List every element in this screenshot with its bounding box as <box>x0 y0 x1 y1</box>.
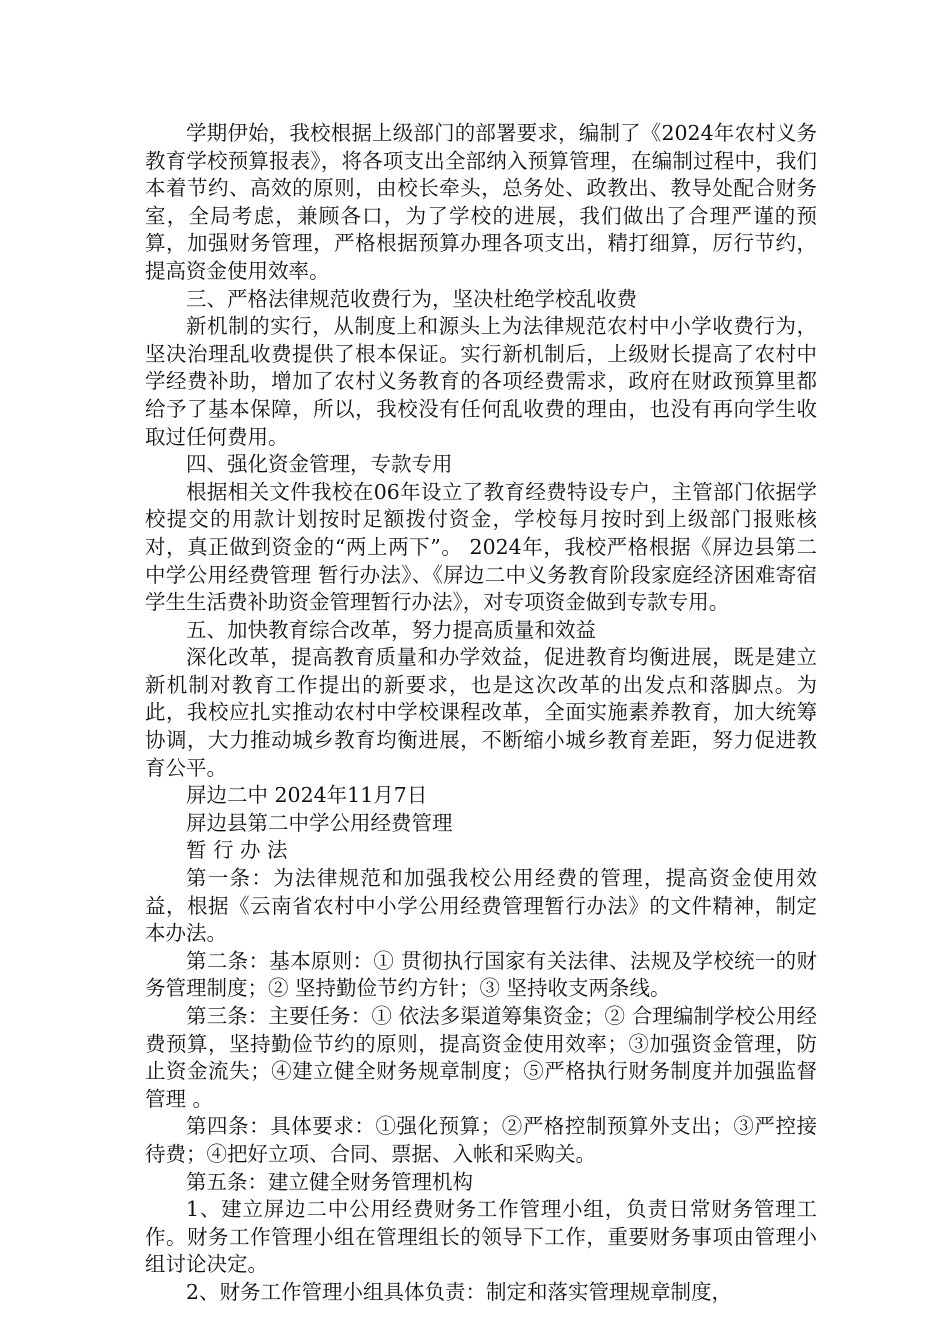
paragraph-budget: 学期伊始，我校根据上级部门的部署要求，编制了《2024年农村义务教育学校预算报表》，将各项支出全部纳入预算管理，在编制过程中，我们本着节约、高效的原则，由校长牵头，总务处、政教出、教导处配合财务室，全局考虑，兼顾各口，为了学校的进展，我们做出了合理严谨的预算，加强财务管理，严格根据预算办理各项支出，精打细算，厉行节约，提高资金使用效率。 <box>145 121 817 283</box>
paragraph-new-mechanism: 新机制的实行，从制度上和源头上为法律规范农村中小学收费行为，坚决治理乱收费提供了根本保证。实行新机制后，上级财长提高了农村中学经费补助，增加了农村义务教育的各项经费需求，政府在财政预算里都给予了基本保障，所以，我校没有任何乱收费的理由，也没有再向学生收取过任何费用。 <box>145 314 817 449</box>
article-4: 第四条：具体要求：①强化预算；②严格控制预算外支出；③严控接待费；④把好立项、合同、票据、入帐和采购关。 <box>145 1114 817 1166</box>
article-2: 第二条：基本原则：① 贯彻执行国家有关法律、法规及学校统一的财务管理制度；② 坚持勤俭节约方针；③ 坚持收支两条线。 <box>145 948 817 1001</box>
section-heading-4: 四、强化资金管理，专款专用 <box>186 452 453 477</box>
article-5-item-1: 1、建立屏边二中公用经费财务工作管理小组，负责日常财务管理工作。财务工作管理小组在管理组长的领导下工作，重要财务事项由管理小组讨论决定。 <box>145 1197 817 1277</box>
signature-date: 屏边二中 2024年11月7日 <box>186 783 428 808</box>
regulation-subtitle: 暂 行 办 法 <box>186 838 288 863</box>
article-5: 第五条：建立健全财务管理机构 <box>186 1169 473 1194</box>
paragraph-fund-account: 根据相关文件我校在06年设立了教育经费特设专户，主管部门依据学校提交的用款计划按时足额拨付资金，学校每月按时到上级部门报账核对，真正做到资金的“两上两下”。 2024年，我校严格根据《屏边县第二中学公用经费管理 暂行办法》、《屏边二中义务教育阶段家庭经济困难寄宿学生生活费补助资金管理暂行办法》，对专项资金做到专款专用。 <box>145 479 817 615</box>
section-heading-3: 三、严格法律规范收费行为，坚决杜绝学校乱收费 <box>186 286 637 311</box>
article-5-item-2: 2、财务工作管理小组具体负责：制定和落实管理规章制度， <box>186 1279 733 1304</box>
section-heading-5: 五、加快教育综合改革，努力提高质量和效益 <box>186 617 596 642</box>
document-body <box>145 120 817 1307</box>
article-3: 第三条：主要任务：① 依法多渠道筹集资金；② 合理编制学校公用经费预算，坚持勤俭节约的原则，提高资金使用效率；③加强资金管理，防止资金流失；④建立健全财务规章制度；⑤严格执行财务制度并加强监督管理 。 <box>145 1004 817 1111</box>
paragraph-reform: 深化改革，提高教育质量和办学效益，促进教育均衡进展，既是建立新机制对教育工作提出的新要求，也是这次改革的出发点和落脚点。为此，我校应扎实推动农村中学校课程改革，全面实施素养教育，加大统筹协调，大力推动城乡教育均衡进展，不断缩小城乡教育差距，努力促进教育公平。 <box>145 645 817 780</box>
article-1: 第一条：为法律规范和加强我校公用经费的管理，提高资金使用效益，根据《云南省农村中小学公用经费管理暂行办法》的文件精神，制定本办法。 <box>145 866 817 946</box>
regulation-title: 屏边县第二中学公用经费管理 <box>186 810 453 835</box>
